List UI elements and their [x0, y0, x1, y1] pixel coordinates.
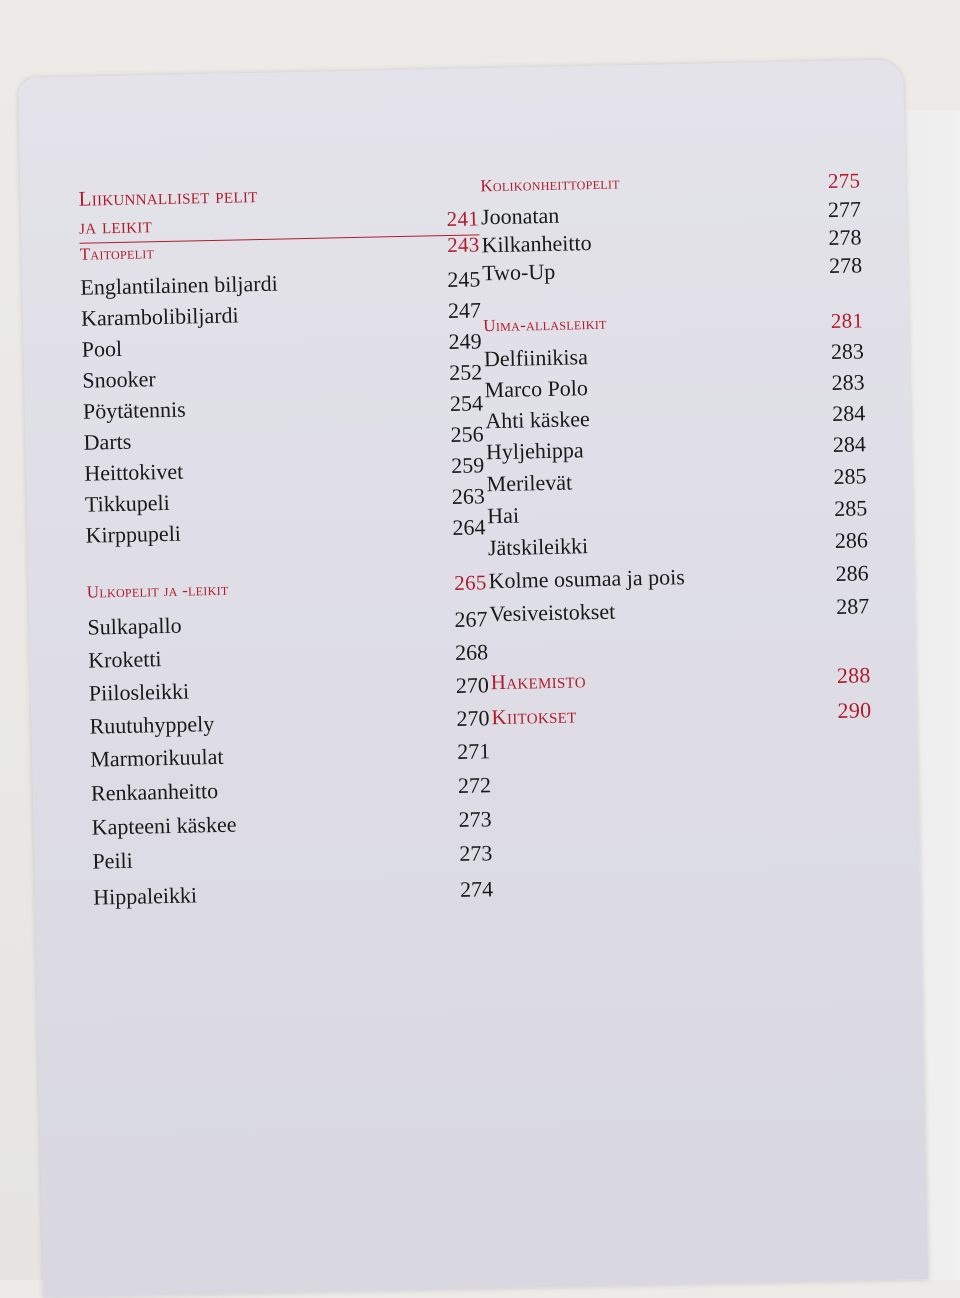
toc-entry-page: 263 [451, 483, 486, 510]
toc-entry-page: 283 [830, 338, 865, 365]
toc-entry-title: Jätskileikki [487, 533, 589, 561]
toc-entry-title: Sulkapallo [87, 612, 182, 640]
toc-entry-title: Kolme osumaa ja pois [488, 564, 685, 594]
toc-entry-page: 270 [456, 705, 490, 731]
toc-entry-title: Hippaleikki [92, 882, 198, 910]
toc-entry-title: Kilkanheitto [481, 230, 592, 258]
toc-entry [488, 560, 869, 598]
toc-entry-title: Marco Polo [484, 375, 589, 403]
toc-entry-page: 272 [457, 772, 492, 798]
toc-entry-page: 285 [833, 495, 868, 521]
toc-entry [489, 593, 870, 631]
toc-entry-title: Marmorikuulat [90, 743, 224, 772]
toc-entry-page: 245 [447, 266, 481, 293]
subsection-page-number: 281 [830, 308, 864, 334]
toc-entry-page: 286 [835, 560, 869, 586]
toc-entry-page: 252 [449, 359, 483, 386]
toc-entry [488, 527, 869, 565]
section-title-line2: ja leikit [78, 213, 153, 239]
toc-entry-page: 264 [452, 514, 486, 540]
toc-entry-title: Snooker [82, 366, 156, 393]
toc-entry-page: 268 [454, 639, 489, 665]
toc-entry-page: 249 [448, 328, 482, 355]
toc-entry-title: Pöytätennis [82, 396, 186, 424]
toc-entry-page: 254 [449, 390, 484, 417]
toc-left-column [78, 178, 494, 910]
toc-entry-title: Hyljehippa [485, 437, 584, 465]
subsection-title: Ulkopelit ja -leikit [86, 579, 229, 602]
toc-entry-title: Englantilainen biljardi [80, 270, 278, 300]
section-heading-kiitokset [491, 697, 872, 735]
toc-entry-title: Kapteeni käskee [91, 811, 237, 840]
toc-entry [88, 639, 489, 677]
toc-entry-page: 287 [835, 593, 870, 619]
toc-entry-page: 270 [455, 672, 490, 698]
section-title: Kiitokset [491, 703, 577, 730]
subsection-title: Kolikonheittopelit [480, 173, 620, 196]
toc-entry-title: Hai [487, 502, 520, 529]
toc-entry-title: Tikkupeli [84, 489, 170, 517]
toc-entry-page: 271 [456, 738, 491, 764]
book-page [18, 59, 928, 1297]
toc-entry-page: 284 [831, 400, 866, 427]
toc-entry-page: 247 [447, 297, 482, 324]
toc-entry [87, 606, 488, 644]
toc-entry-page: 267 [454, 606, 488, 632]
toc-entry [89, 705, 490, 743]
toc-entry-title: Merilevät [486, 469, 573, 497]
toc-entry-page: 277 [827, 196, 862, 223]
toc-entry-title: Ruutuhyppely [89, 711, 215, 739]
section-title: Hakemisto [490, 668, 587, 695]
toc-entry-title: Kroketti [87, 646, 162, 673]
toc-entry-page: 273 [458, 806, 492, 832]
toc-entry [89, 672, 490, 710]
toc-entry-title: Ahti käskee [485, 406, 590, 434]
section-title-line1: Liikunnalliset pelit [78, 183, 258, 211]
toc-entry-page: 274 [459, 876, 494, 902]
toc-entry [93, 876, 494, 914]
toc-entry-page: 256 [450, 421, 484, 448]
toc-entry [91, 772, 492, 810]
toc-entry [91, 806, 492, 844]
toc-entry-title: Peili [92, 847, 134, 874]
toc-entry-page: 273 [459, 840, 493, 866]
toc-entry-title: Heittokivet [84, 458, 184, 486]
toc-entry-page: 284 [832, 431, 867, 458]
subsection-page-number: 243 [446, 232, 480, 258]
section-heading-hakemisto [491, 662, 872, 700]
toc-entry [90, 738, 491, 776]
section-page-number: 290 [837, 697, 872, 723]
toc-entry-page: 278 [828, 224, 862, 251]
toc-entry-page: 283 [831, 369, 865, 396]
toc-entry-title: Karambolibiljardi [80, 302, 239, 331]
toc-entry-title: Delfiinikisa [483, 344, 589, 372]
toc-right-column [480, 168, 872, 730]
toc-entry-title: Pool [81, 335, 123, 362]
toc-entry-title: Joonatan [480, 202, 560, 230]
toc-entry-page: 286 [834, 527, 869, 553]
toc-entry-title: Piilosleikki [88, 678, 190, 706]
subsection-title: Taitopelit [79, 243, 155, 264]
toc-entry [92, 840, 493, 878]
subsection-page-number: 265 [454, 570, 487, 595]
toc-entry-title: Kirppupeli [85, 520, 182, 548]
section-page-number: 288 [836, 662, 871, 688]
toc-entry-page: 259 [450, 452, 485, 479]
toc-entry-title: Two-Up [481, 258, 556, 286]
toc-entry-page: 278 [828, 252, 863, 279]
subsection-page-number: 275 [827, 168, 861, 194]
subsection-title: Uima-allasleikit [483, 313, 607, 336]
toc-entry-title: Vesiveistokset [489, 598, 616, 627]
toc-entry-page: 285 [833, 463, 867, 490]
section-page-number: 241 [446, 206, 480, 232]
toc-entry-title: Darts [83, 428, 132, 455]
toc-entry-title: Renkaanheitto [90, 777, 219, 806]
